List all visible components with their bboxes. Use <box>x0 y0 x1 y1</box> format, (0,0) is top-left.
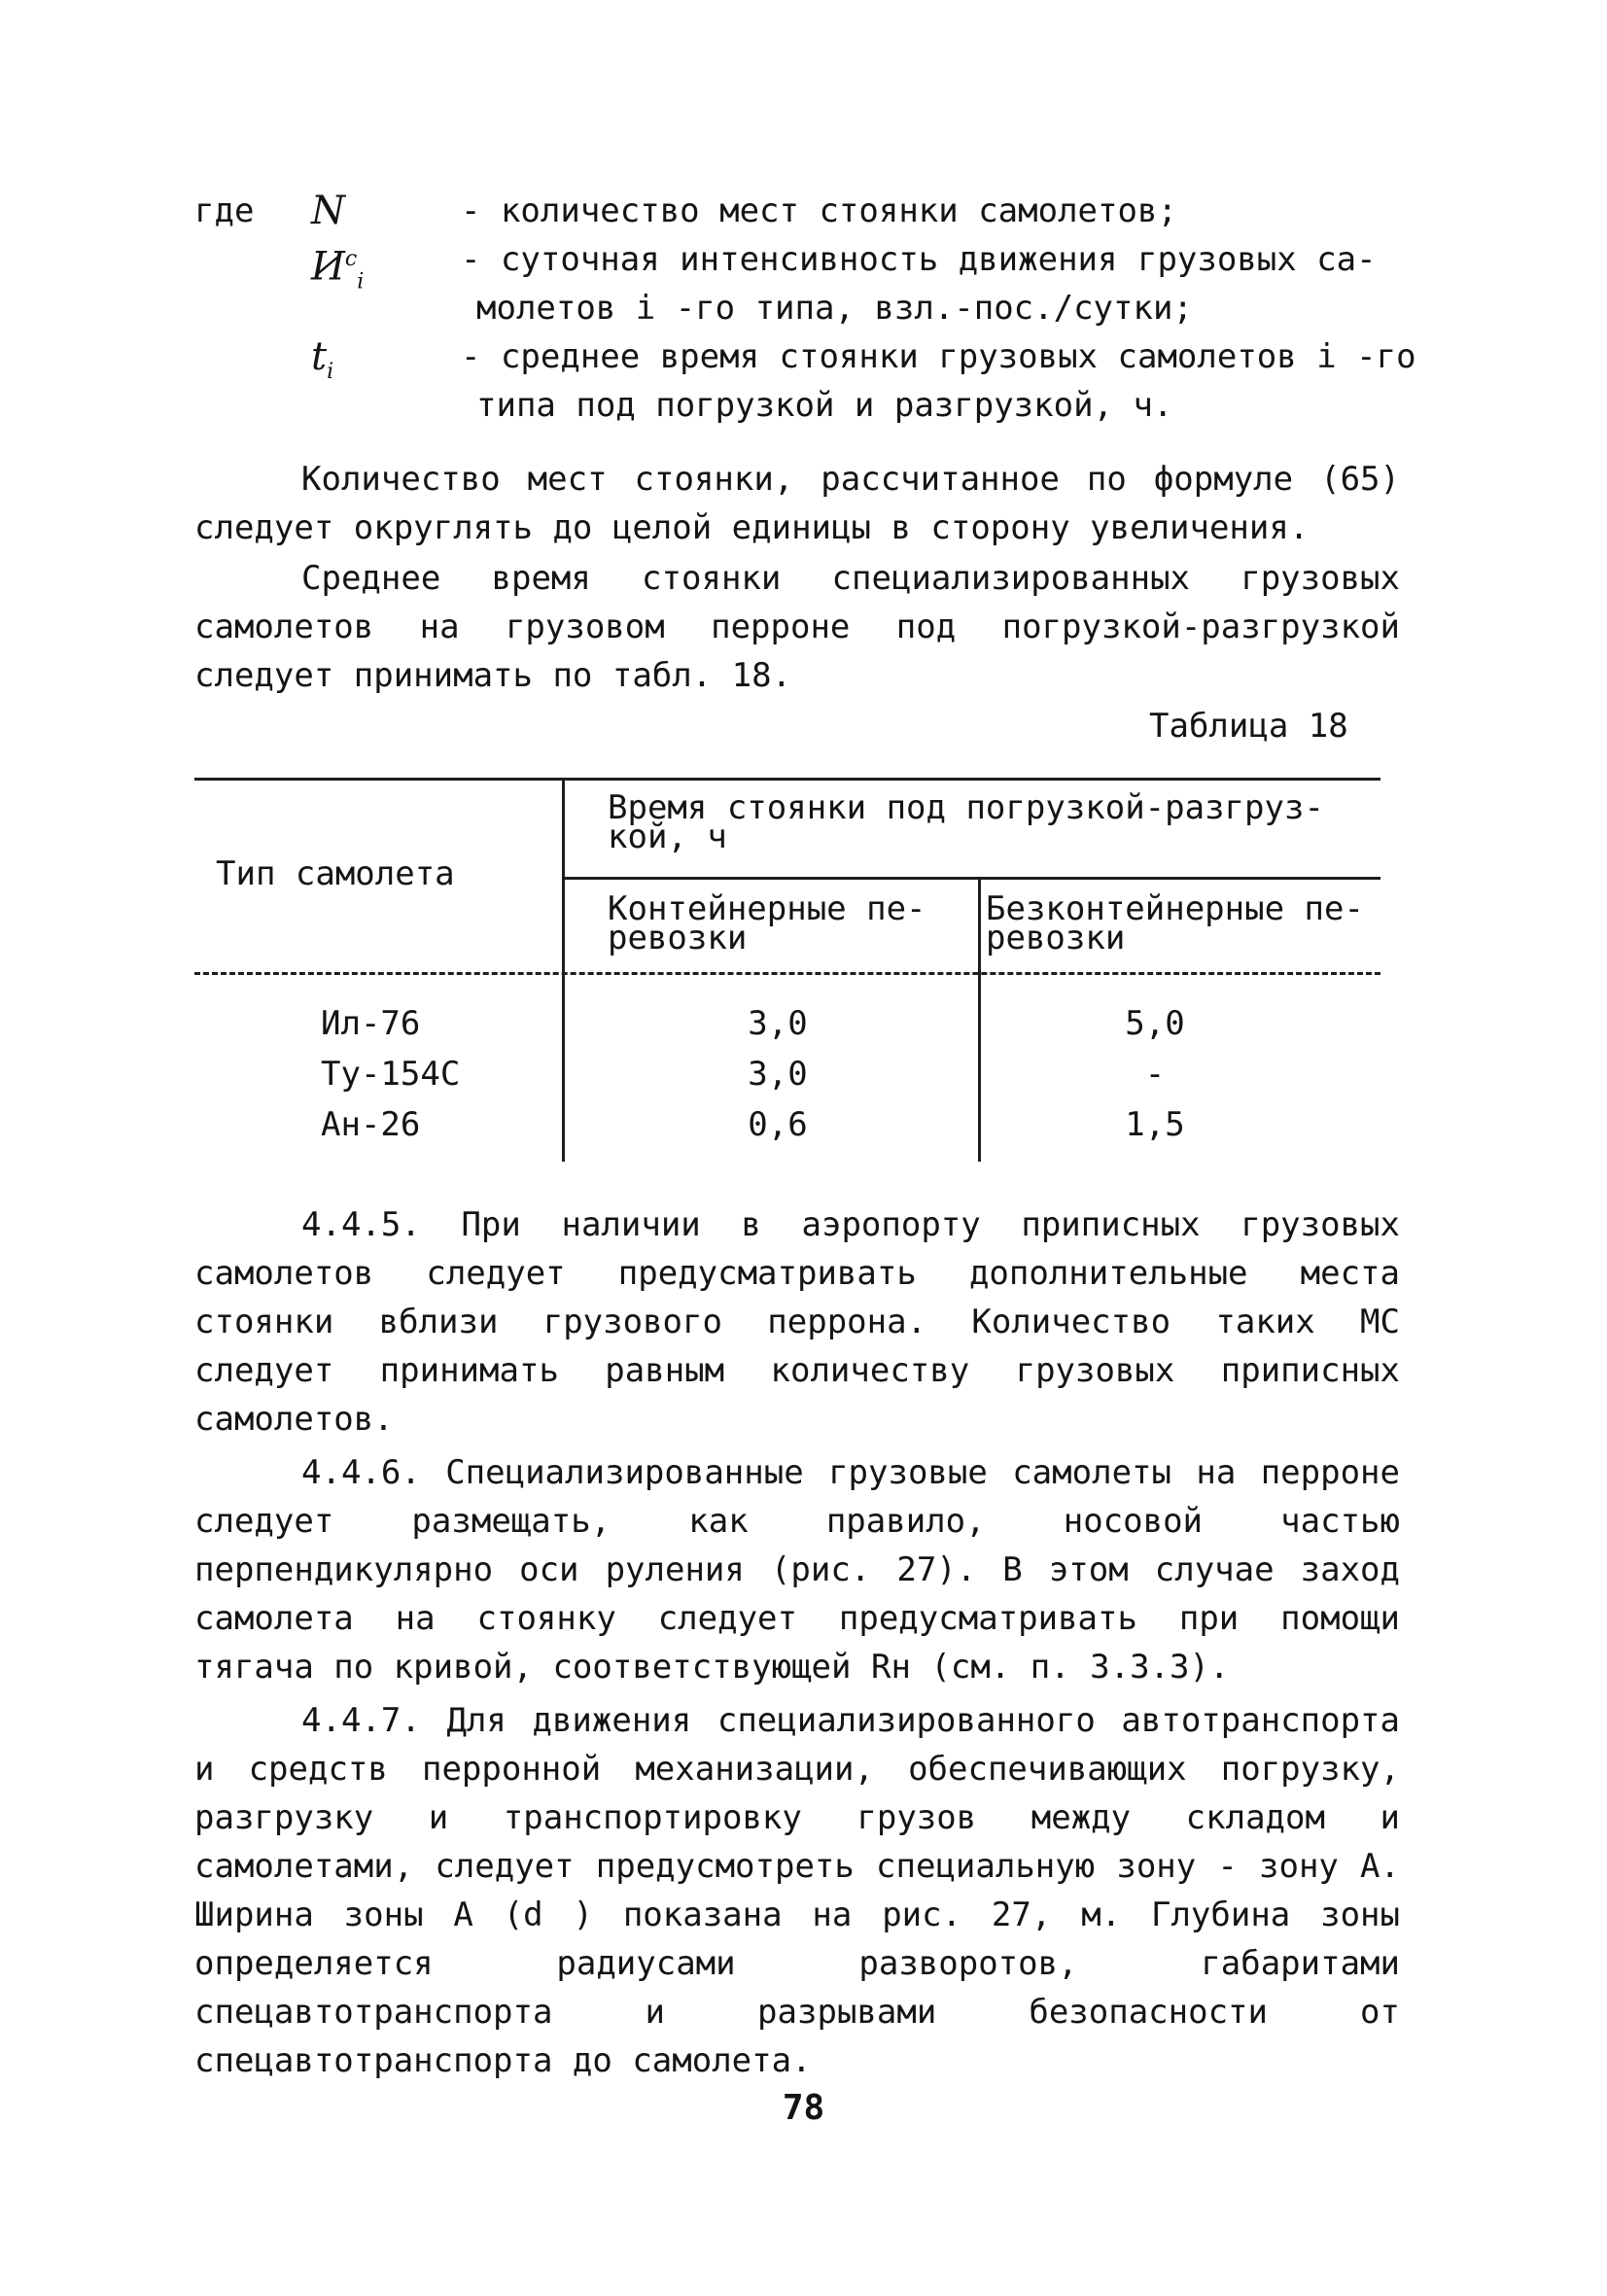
legend-item-time <box>194 332 1419 430</box>
symbol-time: $t_i$ <box>311 334 334 384</box>
parking-time-table <box>194 778 1380 1162</box>
legend-text-intensity-1: - суточная интенсивность движения грузовых са- <box>461 240 1377 279</box>
table-col-divider-1 <box>562 778 565 1162</box>
legend-text-n: - количество мест стоянки самолетов; <box>461 191 1177 230</box>
legend-text-time-1: - среднее время стоянки грузовых самолетов i -го <box>461 337 1416 376</box>
symbol-n: N <box>311 189 345 233</box>
row-2-noncontainer: - <box>1144 1055 1166 1094</box>
paragraph-4-4-6: 4.4.6. Специализированные грузовые самолеты на перроне следует размещать, как правило, носовой частью перпендикулярно оси руления (рис. 27). В этом случае заход самолета на стоянку следует предусматривать при помощи тягача по кривой, соответствующей Rн (см. п. 3.3.3). <box>194 1453 1400 1687</box>
table-col-divider-2 <box>978 877 981 1162</box>
row-2-type: Ту-154С <box>321 1055 461 1094</box>
row-1-type: Ил-76 <box>321 1004 421 1043</box>
legend-text-time-2: типа под погрузкой и разгрузкой, ч. <box>476 386 1173 425</box>
header-container-line-2: ревозки <box>608 919 748 957</box>
table-group-rule <box>562 877 1380 880</box>
header-group-line-2: кой, ч <box>608 818 727 856</box>
row-3-container: 0,6 <box>748 1105 808 1144</box>
header-group-line-1: Время стоянки под погрузкой-разгруз- <box>608 788 1324 827</box>
legend-item-n <box>194 187 1419 235</box>
row-2-container: 3,0 <box>748 1055 808 1094</box>
table-top-rule <box>194 778 1380 781</box>
row-3-type: Ан-26 <box>321 1105 421 1144</box>
paragraph-average-time: Среднее время стоянки специализированных грузовых самолетов на грузовом перроне под погрузкой-разгрузкой следует принимать по табл. 18. <box>194 559 1400 695</box>
table-caption: Таблица 18 <box>1149 707 1348 746</box>
table-header-rule <box>194 972 1380 975</box>
symbol-intensity: $И^c_i$ <box>311 244 365 295</box>
row-3-noncontainer: 1,5 <box>1125 1105 1185 1144</box>
paragraph-parking-count: Количество мест стоянки, рассчитанное по формуле (65) следует округлять до целой единицы в сторону увеличения. <box>194 460 1400 547</box>
legend-text-intensity-2: молетов i -го типа, взл.-пос./сутки; <box>476 289 1193 328</box>
header-noncontainer-line-1: Безконтейнерные пе- <box>986 889 1364 928</box>
legend-item-intensity <box>194 235 1419 332</box>
header-noncontainer-line-2: ревозки <box>986 919 1126 957</box>
row-1-container: 3,0 <box>748 1004 808 1043</box>
paragraph-4-4-5: 4.4.5. При наличии в аэропорту приписных грузовых самолетов следует предусматривать дополнительные места стоянки вблизи грузового перрона. Количество таких МС следует принимать равным количеству грузовых приписных самолетов. <box>194 1205 1400 1439</box>
row-1-noncontainer: 5,0 <box>1125 1004 1185 1043</box>
legend-where-word: где <box>194 191 255 230</box>
header-container-line-1: Контейнерные пе- <box>608 889 926 928</box>
paragraph-4-4-7: 4.4.7. Для движения специализированного автотранспорта и средств перронной механизации, обеспечивающих погрузку, разгрузку и транспортировку грузов между складом и самолетами, следует предусмотреть специальную зону - зону А. Ширина зоны А (d ) показана на рис. 27, м. Глубина зоны определяется радиусами разворотов, габаритами спецавтотранспорта и разрывами безопасности от спецавтотранспорта до самолета. <box>194 1701 1400 2080</box>
formula-legend <box>194 187 1419 430</box>
page-number: 78 <box>782 2088 825 2128</box>
header-aircraft-type: Тип самолета <box>216 854 455 893</box>
